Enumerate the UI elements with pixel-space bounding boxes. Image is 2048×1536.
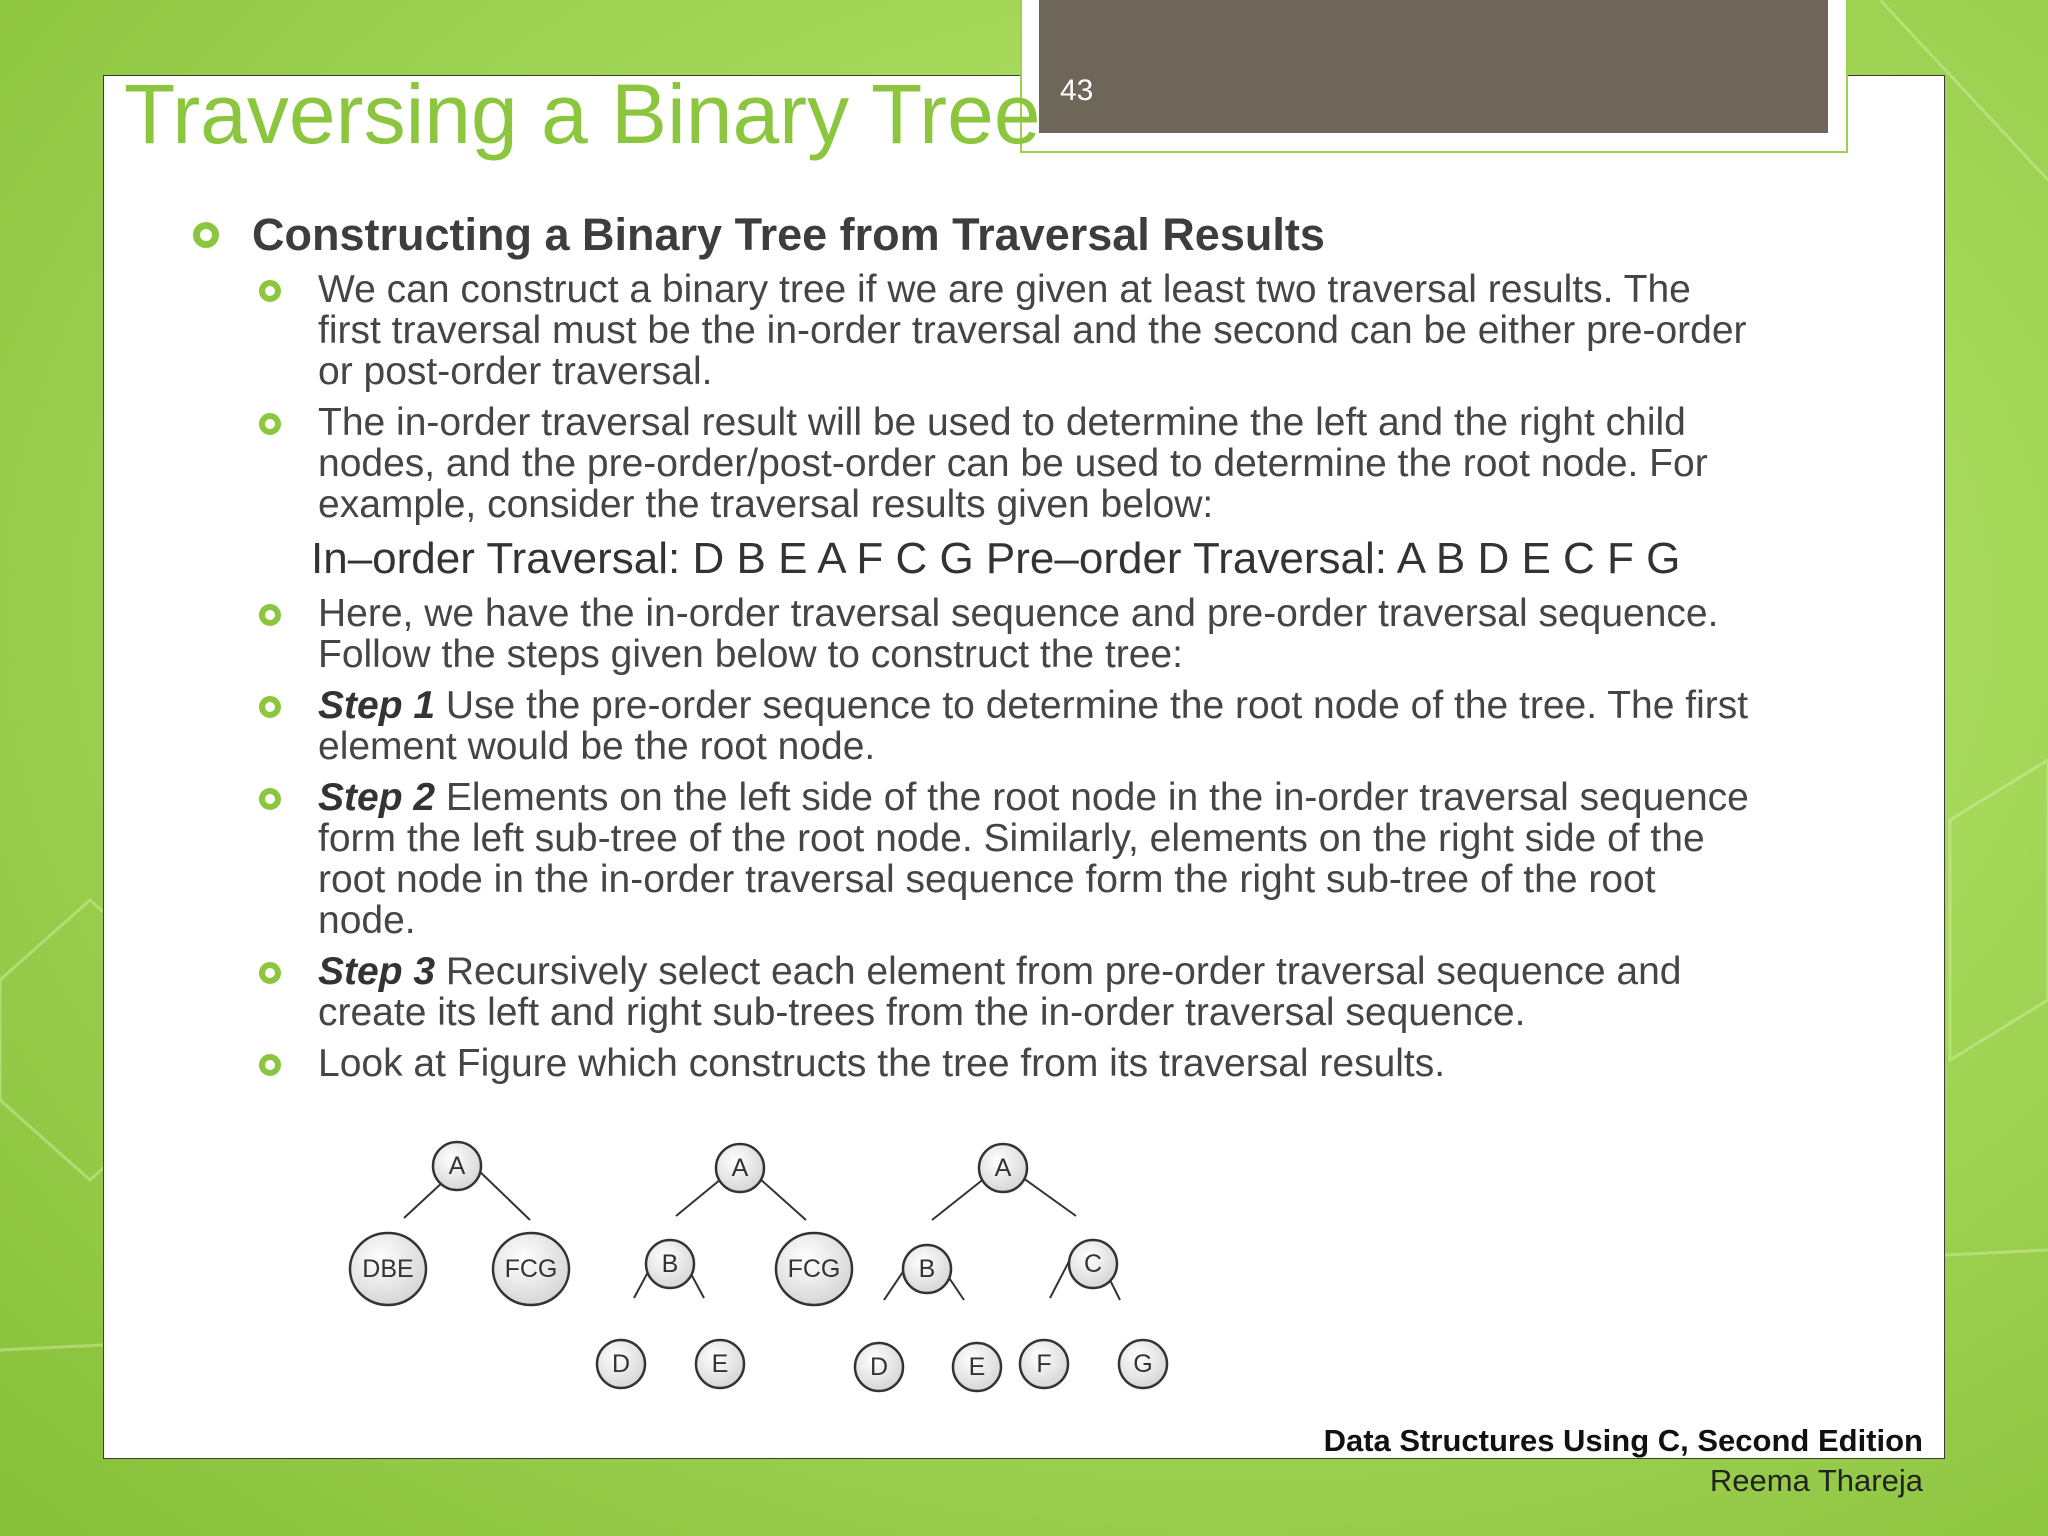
step-1-line bbox=[318, 686, 1748, 725]
node-label: FCG bbox=[504, 1255, 558, 1283]
paragraph-line: element would be the root node. bbox=[318, 725, 876, 768]
step-1-label: Step 1 bbox=[318, 684, 436, 727]
paragraph-line: nodes, and the pre-order/post-order can be used to determine the root node. For bbox=[318, 442, 1708, 485]
paragraph-line: create its left and right sub-trees from the in-order traversal sequence. bbox=[318, 991, 1526, 1034]
bullet-icon bbox=[259, 696, 281, 718]
step-2-label: Step 2 bbox=[318, 776, 436, 819]
paragraph-line: We can construct a binary tree if we are given at least two traversal results. The bbox=[318, 268, 1691, 311]
slide-title: Traversing a Binary Tree bbox=[124, 67, 1041, 161]
section-heading: Constructing a Binary Tree from Traversal Results bbox=[252, 209, 1325, 260]
node-label: E bbox=[711, 1350, 729, 1378]
node-label: A bbox=[994, 1154, 1012, 1182]
node-label: DBE bbox=[362, 1255, 414, 1283]
bullet-icon bbox=[259, 604, 281, 626]
step-3-line bbox=[318, 952, 1681, 991]
paragraph-line: Follow the steps given below to construct the tree: bbox=[318, 633, 1183, 676]
bullet-icon bbox=[259, 962, 281, 984]
step-1-text: Use the pre-order sequence to determine the root node of the tree. The first bbox=[435, 684, 1749, 727]
paragraph-line: or post-order traversal. bbox=[318, 350, 713, 393]
node-label: A bbox=[448, 1152, 466, 1180]
node-label: FCG bbox=[787, 1255, 841, 1283]
node-label: B bbox=[661, 1250, 679, 1278]
step-3-text: Recursively select each element from pre-order traversal sequence and bbox=[435, 950, 1682, 993]
bullet-icon bbox=[259, 1054, 281, 1076]
footer-book-title: Data Structures Using C, Second Edition bbox=[1323, 1423, 1923, 1458]
tree-construction-figure bbox=[330, 1130, 1190, 1410]
slide-number: 43 bbox=[1060, 74, 1094, 107]
footer-author: Reema Thareja bbox=[1709, 1463, 1923, 1498]
node-label: D bbox=[611, 1350, 631, 1378]
slide-number-box bbox=[1039, 0, 1828, 133]
node-label: G bbox=[1133, 1350, 1153, 1378]
paragraph-line: node. bbox=[318, 899, 416, 942]
step-2-line bbox=[318, 778, 1749, 817]
paragraph-line: first traversal must be the in-order traversal and the second can be either pre-order bbox=[318, 309, 1747, 352]
bullet-icon bbox=[259, 413, 281, 435]
bullet-icon bbox=[259, 788, 281, 810]
bullet-icon bbox=[193, 222, 219, 248]
node-label: F bbox=[1036, 1350, 1052, 1378]
bullet-icon bbox=[259, 280, 281, 302]
step-3-label: Step 3 bbox=[318, 950, 436, 993]
node-label: A bbox=[731, 1154, 749, 1182]
paragraph-line: Here, we have the in-order traversal sequence and pre-order traversal sequence. bbox=[318, 592, 1719, 635]
node-label: B bbox=[918, 1255, 936, 1283]
paragraph-line: Look at Figure which constructs the tree from its traversal results. bbox=[318, 1042, 1446, 1085]
step-2-text: Elements on the left side of the root node in the in-order traversal sequence bbox=[435, 776, 1749, 819]
paragraph-line: form the left sub-tree of the root node. Similarly, elements on the right side of the bbox=[318, 817, 1705, 860]
paragraph-line: root node in the in-order traversal sequence form the right sub-tree of the root bbox=[318, 858, 1656, 901]
paragraph-line: The in-order traversal result will be used to determine the left and the right child bbox=[318, 401, 1686, 444]
node-label: C bbox=[1083, 1250, 1103, 1278]
node-label: D bbox=[869, 1353, 889, 1381]
paragraph-line: example, consider the traversal results given below: bbox=[318, 483, 1214, 526]
traversal-sequence: In–order Traversal: D B E A F C G Pre–order Traversal: A B D E C F G bbox=[311, 534, 1681, 583]
node-label: E bbox=[968, 1353, 986, 1381]
